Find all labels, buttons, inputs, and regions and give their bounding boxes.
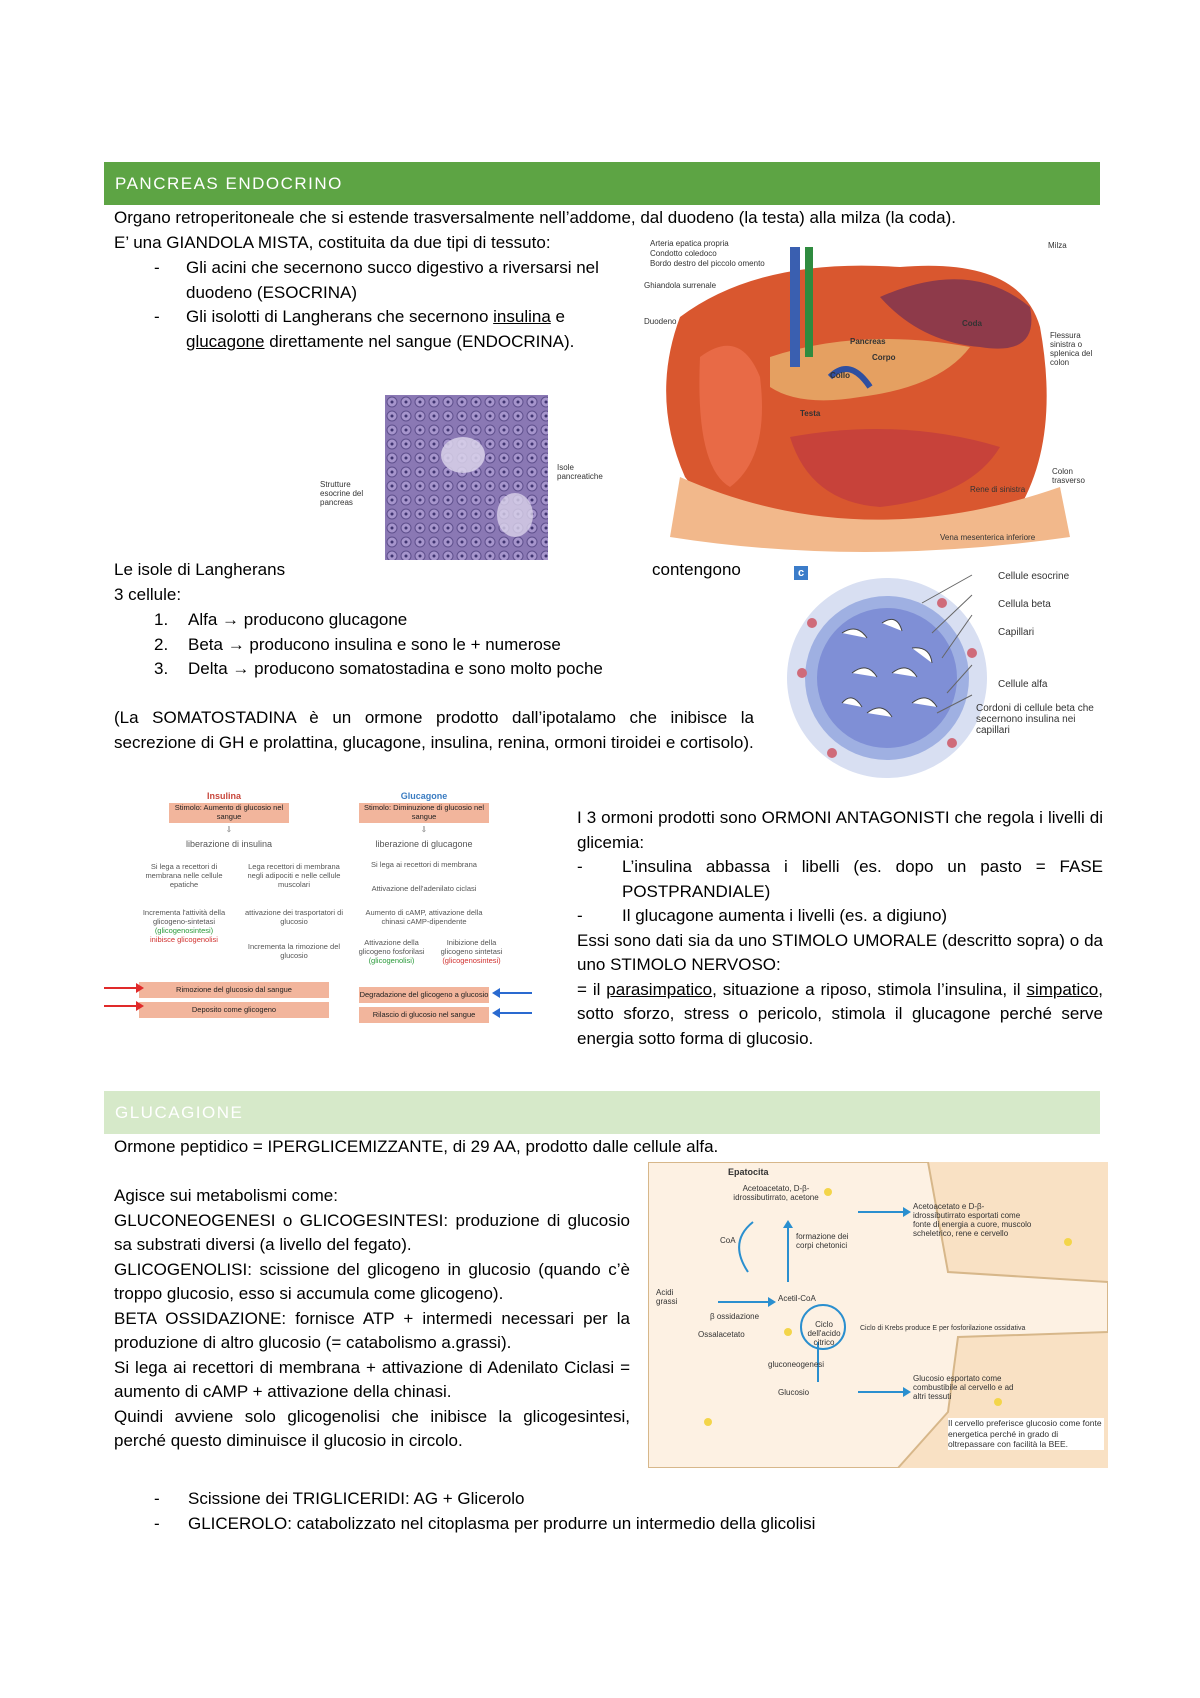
flow-ins-lib: liberazione di insulina <box>185 839 273 849</box>
cell-alfa: Alfa → producono glucagone <box>188 610 408 629</box>
list-item <box>114 657 754 682</box>
label-vena-mesenterica: Vena mesenterica inferiore <box>940 533 1036 542</box>
text-nervoso-mid: , situazione a riposo, stimola l’insulina, il <box>712 979 1027 999</box>
flow-ins-a: Si lega a recettori di membrana nelle cellule epatiche <box>145 862 223 889</box>
figure-letter-c: c <box>794 566 808 580</box>
figure-epatocita-metabolism <box>648 1162 1108 1468</box>
text-somatostadina: (La SOMATOSTADINA è un ormone prodotto dall’ipotalamo che inibisce la secrezione di GH e prolattina, glucagone, insulina, renina, ormoni tiroidei e cortisolo). <box>114 708 754 752</box>
flow-ins-c: Incrementa l'attività della glicogeno-sintetasi <box>142 908 226 926</box>
label-pancreas: Pancreas <box>850 337 886 346</box>
flow-ins-d: attivazione dei trasportatori di glucosio <box>245 908 343 926</box>
label-beta-ossidazione: β ossidazione <box>710 1312 760 1321</box>
label-strutture-esocrine: Strutture esocrine del pancreas <box>320 480 364 507</box>
label-epatocita: Epatocita <box>728 1167 769 1177</box>
bullet-insulina <box>577 855 1103 904</box>
label-glucosio-export: Glucosio esportato come combustibile al cervello e ad altri tessuti <box>913 1374 1014 1401</box>
bullet-glucagone <box>577 904 1103 929</box>
list-item <box>114 608 754 633</box>
label-arteria-epatica: Arteria epatica propria <box>650 239 729 248</box>
label-acidi-grassi: Acidi grassi <box>656 1288 678 1306</box>
flow-ins-b: Lega recettori di membrana negli adipociti e nelle cellule muscolari <box>247 862 341 889</box>
bullet-isolotti-post: direttamente nel sangue (ENDOCRINA). <box>264 331 575 351</box>
label-flessura-sinistra: Flessura sinistra o splenica del colon <box>1050 331 1093 367</box>
flow-glu-lib: liberazione di glucagone <box>375 839 473 849</box>
label-coda: Coda <box>962 319 982 328</box>
flow-glu-box2: Rilascio di glucosio nel sangue <box>359 1007 489 1023</box>
cell-beta: Beta → producono insulina e sono le + numerose <box>188 634 561 654</box>
flow-glu-stimolo: Stimolo: Diminuzione di glucosio nel sangue <box>359 803 489 823</box>
label-duodeno: Duodeno <box>644 317 677 326</box>
label-rene-sinistra: Rene di sinistra <box>970 485 1026 494</box>
bullet-marker: - <box>154 1513 160 1533</box>
text-ormoni-b1: L’insulina abbassa i libelli (es. dopo un pasto = FASE POSTPRANDIALE) <box>622 857 1103 901</box>
bullet-isolotti-e: e <box>550 307 565 326</box>
flow-ins-stimolo: Stimolo: Aumento di glucosio nel sangue <box>169 803 289 823</box>
label-cellule-alfa: Cellule alfa <box>998 679 1048 690</box>
bullet-trigliceridi <box>114 1487 1014 1512</box>
figure-islet <box>772 563 1102 783</box>
term-simpatico: simpatico <box>1026 979 1099 999</box>
label-cordoni: Cordoni di cellule beta che secernono insulina nei capillari <box>976 703 1094 736</box>
bullet-acini-line1: Gli acini che secernono succo digestivo a riversarsi nel <box>186 258 599 277</box>
flow-glu-d: Attivazione della glicogeno fosforilasi <box>358 938 425 956</box>
flow-arrow: ⇩ <box>225 825 233 834</box>
text-giandola: E’ una GIANDOLA MISTA, costituita da due tipi di tessuto: <box>114 233 551 252</box>
flow-arrow: ⇩ <box>420 825 428 834</box>
islet-illustration <box>772 563 1102 783</box>
label-glucosio: Glucosio <box>778 1388 810 1397</box>
label-note-cervello: Il cervello preferisce glucosio come fonte energetica perché in grado di oltrepassare con facilità la BEE. <box>948 1418 1104 1450</box>
bullet-marker: - <box>154 307 160 326</box>
flow-title-insulina: Insulina <box>206 791 241 801</box>
flow-glu-box1: Degradazione del glicogeno a glucosio <box>359 987 489 1003</box>
label-chetoni-export: Acetoacetato e D-β-idrossibutirrato esportati come fonte di energia a cuore, muscolo scheletrico, rene e cervello <box>913 1202 1032 1238</box>
text-ormoni-l2: Essi sono dati sia da uno STIMOLO UMORALE (descritto sopra) o da uno STIMOLO NERVOSO: <box>577 930 1103 974</box>
term-glucagone: glucagone <box>186 331 265 351</box>
section-heading-pancreas: PANCREAS ENDOCRINO <box>104 162 1100 205</box>
bullet-marker: - <box>577 906 583 925</box>
flow-glu-c: Aumento di cAMP, attivazione della chinasi cAMP-dipendente <box>365 908 483 926</box>
text-recettori: Si lega ai recettori di membrana + attivazione di Adenilato Ciclasi = aumento di cAMP + attivazione della chinasi. <box>114 1357 630 1401</box>
list-num: 3. <box>154 659 169 678</box>
text-quindi: Quindi avviene solo glicogenolisi che inibisce la glicogesintesi, perché questo diminuisce il glucosio in circolo. <box>114 1406 630 1450</box>
histology-pattern <box>385 395 548 560</box>
text-glicogenolisi: GLICOGENOLISI: scissione del glicogeno in glucosio (quando c’è troppo glucosio, esso si accumula come glicogeno). <box>114 1259 630 1303</box>
label-cellule-esocrine: Cellule esocrine <box>998 571 1070 582</box>
flow-ins-box2: Deposito come glicogeno <box>139 1002 329 1018</box>
flow-ins-c-green: (glicogenosintesi) <box>154 926 214 935</box>
label-ciclo-citrico: Ciclo dell'acido citrico <box>807 1320 841 1347</box>
label-bordo-destro: Bordo destro del piccolo omento <box>650 259 765 268</box>
text-nervoso <box>577 978 1103 1052</box>
flow-ins-box1: Rimozione del glucosio dal sangue <box>139 982 329 998</box>
bullet-marker: - <box>154 1489 160 1508</box>
text-agisce: Agisce sui metabolismi come: <box>114 1186 338 1205</box>
label-milza: Milza <box>1048 241 1067 250</box>
flow-glu-e: Inibizione della glicogeno sintetasi <box>440 938 503 956</box>
text-isole-b: contengono <box>652 560 741 579</box>
flow-glu-b: Attivazione dell'adenilato ciclasi <box>371 884 477 893</box>
text-organo: Organo retroperitoneale che si estende trasversalmente nell’addome, dal duodeno (la testa) alla milza (la coda). <box>114 208 956 227</box>
list-trigliceridi <box>114 1487 1014 1536</box>
section-heading-glucagione: GLUCAGIONE <box>104 1091 1100 1134</box>
bullet-marker: - <box>154 258 160 277</box>
text-ormoni-l1: I 3 ormoni prodotti sono ORMONI ANTAGONISTI che regola i livelli di glicemia: <box>577 808 1103 852</box>
label-coa: CoA <box>720 1236 736 1245</box>
flow-title-glucagone: Glucagone <box>400 791 448 801</box>
label-colon-trasverso: Colon trasverso <box>1052 467 1085 485</box>
figure-pancreas-anatomy <box>640 237 1102 559</box>
text-nervoso-pre: = il <box>577 979 607 999</box>
label-chetoni: Acetoacetato, D-β-idrossibutirrato, acetone <box>733 1184 819 1202</box>
list-cells <box>114 608 754 682</box>
flow-ins-c-red: inibisce glicogenolisi <box>150 935 218 944</box>
label-gluconeogenesi: gluconeogenesi <box>768 1360 825 1369</box>
bullet-acini-line2: duodeno (ESOCRINA) <box>186 282 358 302</box>
list-item <box>114 633 754 658</box>
label-cellula-beta: Cellula beta <box>998 599 1051 610</box>
label-capillari: Capillari <box>998 627 1035 638</box>
text-isole-a: Le isole di Langherans <box>114 560 286 579</box>
term-parasimpatico: parasimpatico <box>606 979 713 999</box>
list-num: 2. <box>154 634 169 654</box>
text-glicerolo: GLICEROLO: catabolizzato nel citoplasma per produrre un intermedio della glicolisi <box>188 1513 816 1533</box>
label-formazione: formazione dei corpi chetonici <box>796 1232 849 1250</box>
label-condotto-coledoco: Condotto coledoco <box>650 249 717 258</box>
cell-delta: Delta → producono somatostadina e sono molto poche <box>188 659 603 678</box>
label-krebs: Ciclo di Krebs produce E per fosforilazione ossidativa <box>860 1325 1026 1332</box>
flow-glu-a: Si lega ai recettori di membrana <box>371 860 477 869</box>
list-num: 1. <box>154 610 169 629</box>
bullet-marker: - <box>577 857 583 876</box>
text-3-cellule: 3 cellule: <box>114 585 182 604</box>
text-metabolismi-block <box>114 1184 630 1454</box>
bullet-isolotti <box>114 305 630 354</box>
label-ossalacetato: Ossalacetato <box>698 1330 745 1339</box>
flow-ins-e: Incrementa la rimozione del glucosio <box>247 942 341 960</box>
text-trigliceridi: Scissione dei TRIGLICERIDI: AG + Glicerolo <box>188 1489 525 1508</box>
label-collo: Collo <box>830 371 850 380</box>
bullet-list-tessuti <box>114 256 630 354</box>
text-gluconeogenesi: GLUCONEOGENESI o GLICOGESINTESI: produzione di glucosio sa substrati diversi (a livello del fegato). <box>114 1210 630 1254</box>
label-acetil-coa: Acetil-CoA <box>778 1294 816 1303</box>
figure-histology <box>320 395 620 560</box>
text-ormone-peptidico: Ormone peptidico = IPERGLICEMIZZANTE, di 29 AA, prodotto dalle cellule alfa. <box>114 1137 719 1156</box>
text-ormoni-b2: Il glucagone aumenta i livelli (es. a digiuno) <box>622 906 948 925</box>
term-insulina: insulina <box>493 307 551 326</box>
label-isole-pancreatiche: Isole pancreatiche <box>557 463 603 481</box>
label-testa: Testa <box>800 409 821 418</box>
text-beta-ossidazione: BETA OSSIDAZIONE: fornisce ATP + intermedi necessari per la produzione di altro glucosio (= catabolismo a.grassi). <box>114 1308 630 1352</box>
flow-glu-e-red: (glicogenosintesi) <box>442 956 501 965</box>
bullet-acini <box>114 256 630 305</box>
figure-insulin-glucagon-flow <box>104 790 532 1055</box>
label-ghiandola-surrenale: Ghiandola surrenale <box>644 281 717 290</box>
label-corpo: Corpo <box>872 353 896 362</box>
text-nervoso-post: , sotto sforzo, stress o pericolo, stimola il glucagone perché serve energia sotto forma di glucosio. <box>577 979 1103 1048</box>
text-ormoni-block <box>577 806 1103 1051</box>
bullet-isolotti-text: Gli isolotti di Langherans che secernono <box>186 307 494 326</box>
flow-glu-d-green: (glicogenolisi) <box>368 956 415 965</box>
bullet-glicerolo <box>114 1512 1014 1537</box>
histology-image <box>385 395 548 560</box>
